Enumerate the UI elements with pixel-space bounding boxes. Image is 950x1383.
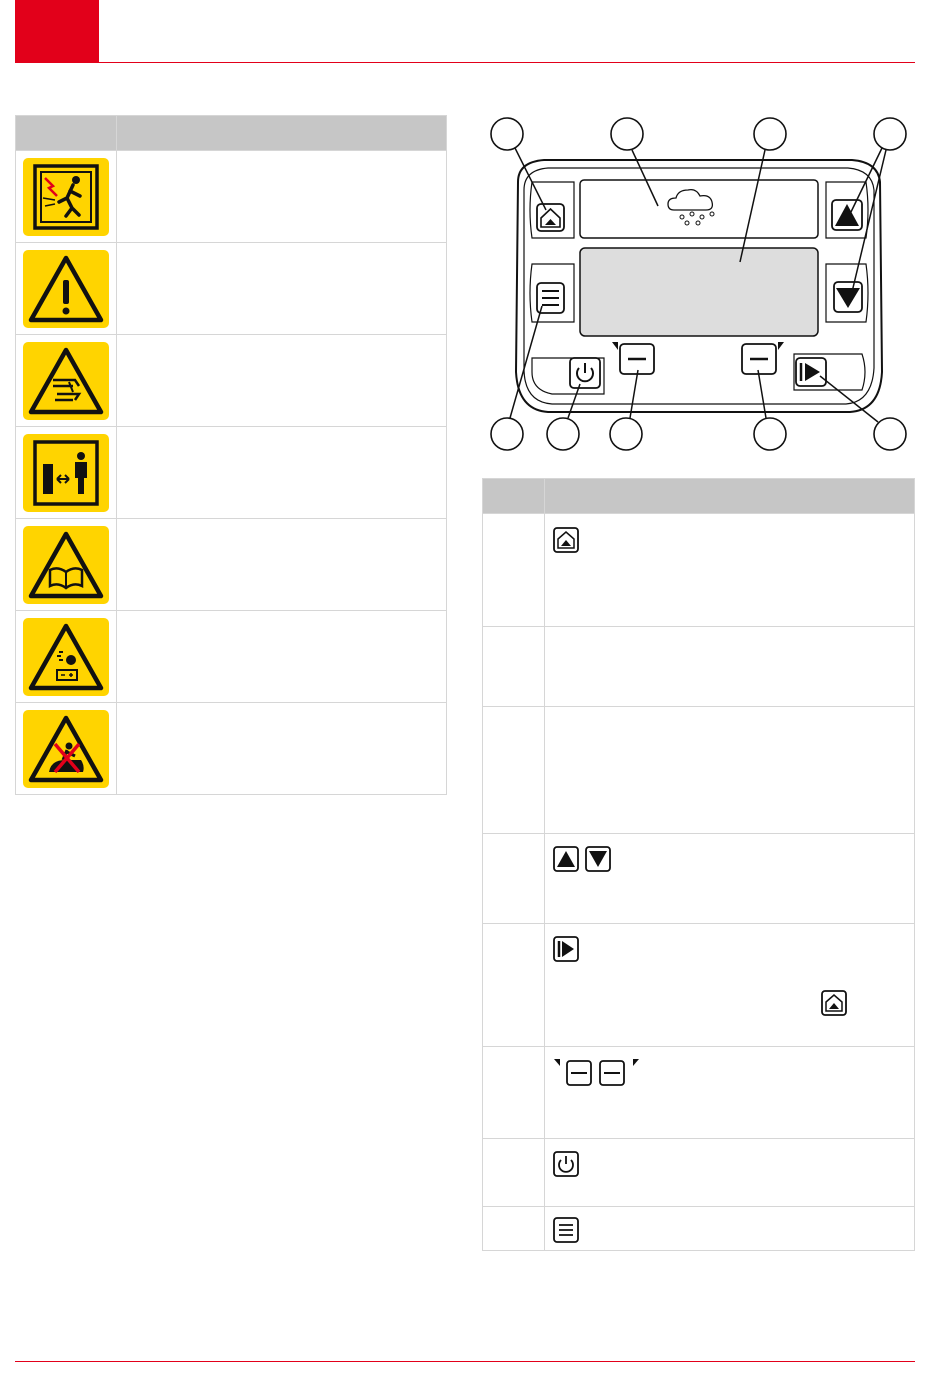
table-row — [483, 1207, 915, 1251]
row-number — [483, 1207, 545, 1251]
header-cell — [16, 116, 117, 151]
symbol-description — [117, 611, 447, 703]
table-row — [483, 514, 915, 627]
electric-shock-warning-icon — [23, 158, 109, 236]
warning-symbols-table — [15, 115, 447, 795]
callout-circle — [611, 118, 643, 150]
row-number — [483, 514, 545, 627]
table-row — [483, 924, 915, 1047]
read-manual-warning-icon — [23, 526, 109, 604]
power-icon — [553, 1151, 579, 1177]
symbol-description — [117, 335, 447, 427]
home-icon — [821, 990, 847, 1016]
table-row — [483, 834, 915, 924]
down-button[interactable] — [834, 282, 862, 312]
header-rule — [15, 62, 915, 63]
control-panel-diagram — [482, 110, 915, 458]
no-riding-warning-icon — [23, 710, 109, 788]
row-number — [483, 924, 545, 1047]
row-number — [483, 834, 545, 924]
select-buttons-icon — [553, 1057, 643, 1087]
row-number — [483, 1139, 545, 1207]
table-header — [16, 116, 447, 151]
symbol-description — [117, 703, 447, 795]
table-row — [16, 151, 447, 243]
header-cell — [483, 479, 545, 514]
header-cell — [545, 479, 915, 514]
header-cell — [117, 116, 447, 151]
callout-circle — [610, 418, 642, 450]
general-warning-icon — [23, 250, 109, 328]
footer-rule — [15, 1361, 915, 1362]
start-button[interactable] — [796, 358, 826, 386]
power-button[interactable] — [570, 358, 600, 388]
home-icon — [553, 527, 579, 553]
symbol-description — [117, 151, 447, 243]
table-row — [483, 1139, 915, 1207]
control-key-table — [482, 478, 915, 1251]
row-number — [483, 1047, 545, 1139]
table-row — [483, 627, 915, 707]
callout-circle — [547, 418, 579, 450]
callout-circle — [754, 118, 786, 150]
callout-circle — [874, 118, 906, 150]
arrow-up-icon — [553, 846, 579, 872]
table-header — [483, 479, 915, 514]
battery-acid-warning-icon — [23, 618, 109, 696]
callout-circle — [491, 418, 523, 450]
left-select-button[interactable] — [620, 344, 654, 374]
safety-distance-icon — [23, 434, 109, 512]
symbol-description — [117, 243, 447, 335]
row-number — [483, 707, 545, 834]
callout-circle — [874, 418, 906, 450]
symbol-description — [117, 519, 447, 611]
display-screen — [580, 248, 818, 336]
table-row — [483, 707, 915, 834]
right-select-button[interactable] — [742, 344, 776, 374]
table-row — [16, 243, 447, 335]
callout-circle — [754, 418, 786, 450]
table-row — [16, 703, 447, 795]
menu-icon — [553, 1217, 579, 1243]
crush-hazard-warning-icon — [23, 342, 109, 420]
callout-circle — [491, 118, 523, 150]
symbol-description — [117, 427, 447, 519]
table-row — [16, 335, 447, 427]
chapter-tab — [15, 0, 99, 62]
table-row — [16, 427, 447, 519]
row-number — [483, 627, 545, 707]
up-button[interactable] — [832, 200, 862, 230]
table-row — [16, 611, 447, 703]
table-row — [483, 1047, 915, 1139]
table-row — [16, 519, 447, 611]
start-icon — [553, 936, 579, 962]
arrow-down-icon — [585, 846, 611, 872]
home-button[interactable] — [537, 204, 564, 231]
